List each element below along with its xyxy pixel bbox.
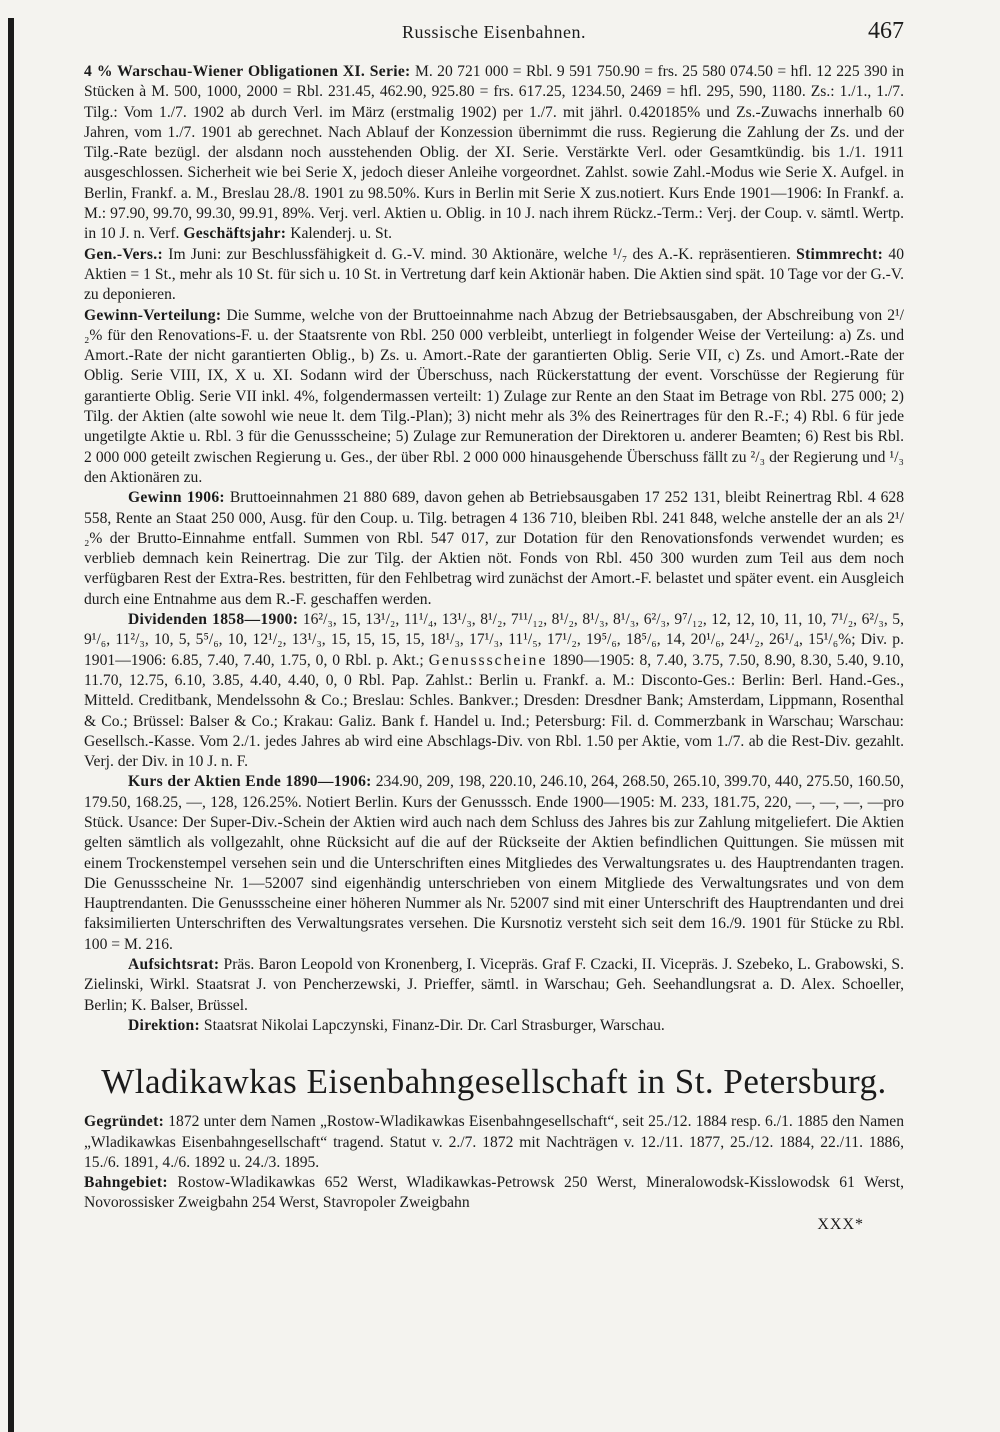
printer-signature-mark: XXX* — [817, 1215, 864, 1233]
label-direktion: Direktion: — [128, 1016, 201, 1034]
text-aufsichtsrat: Präs. Baron Leopold von Kronenberg, I. Vicepräs. Graf F. Czacki, II. Vicepräs. J. Szebeko, L. Grabowski, S. Zielinski, Wirkl. Staatsrat J. von Pencherzewski, J. Prieffer, sämtl. in Warschau; Geh. Seehandlungsrat a. D. Alex. Schoeller, Berlin; K. Balser, Brüssel. — [84, 956, 904, 1014]
label-bahngebiet: Bahngebiet: — [84, 1174, 168, 1192]
text-gen-vers: Im Juni: zur Beschlussfähigkeit d. G.-V. mind. 30 Aktionäre, welche ¹/₇ des A.-K. repräsentieren. — [162, 245, 797, 263]
text-kurs-aktien: 234.90, 209, 198, 220.10, 246.10, 264, 268.50, 265.10, 399.70, 440, 275.50, 160.50, 179.50, 168.25, —, 128, 126.25%. Notiert Berlin. Kurs der Genusssch. Ende 1900—1905: M. 233, 181.75, 220, —, —, —, —pro Stück. Usance: Der Super-Div.-Schein der Aktien wird auch nach dem Schluss des Jahres bis zur Zahlung mitgeliefert. Die Aktien gelten sämtlich als vollgezahlt, ohne Rücksicht auf die auf der Rückseite der Aktien befindlichen Quittungen. Sie müssen mit einem Trockenstempel versehen sein und die Unterschriften eines Mitgliedes des Verwaltungsrates u. des Hauptrendanten tragen. Die Genussscheine Nr. 1—52007 sind eigenhändig unterschrieben von einem Mitgliede des Verwaltungsrates und von dem Hauptrendanten. Die Genussscheine einer höheren Nummer als Nr. 52007 sind mit einer Unterschrift des Hauptrendanten und drei faksimilierten Unterschriften des Verwaltungsrates versehen. Die Kursnotiz versteht sich seit dem 16./9. 1901 für Stücke zu Rbl. 100 = M. 216. — [84, 773, 904, 953]
text-stimmrecht: 40 Aktien = 1 St., mehr als 10 St. für sich u. 10 St. in Vertretung darf kein Aktionär haben. Die Aktien sind spät. 10 Tage vor der G.-V. zu deponieren. — [84, 245, 904, 304]
text-direktion: Staatsrat Nikolai Lapczynski, Finanz-Dir. Dr. Carl Strasburger, Warschau. — [200, 1016, 665, 1034]
label-gen-vers: Gen.-Vers.: — [84, 245, 163, 263]
text-bahngebiet: Rostow-Wladikawkas 652 Werst, Wladikawkas-Petrowsk 250 Werst, Mineralowodsk-Kisslowodsk 61 Werst, Novorossisker Zweigbahn 254 Werst, Stavropoler Zweigbahn — [84, 1174, 904, 1212]
section-warschau-wiener — [84, 62, 904, 1036]
label-kurs-aktien: Kurs der Aktien Ende 1890—1906: — [128, 773, 372, 791]
text-dividenden: 16²/₃, 15, 13¹/₂, 11¹/₄, 13¹/₃, 8¹/₂, 7¹¹/₁₂, 8¹/₂, 8¹/₃, 8¹/₃, 6²/₃, 9⁷/₁₂, 12, 12, 10, 11, 10, 7¹/₂, 6²/₃, 5, 9¹/₆, 11²/₃, 10, 5, 5⁵/₆, 10, 12¹/₂, 13¹/₃, 15, 15, 15, 15, 18¹/₃, 17¹/₃, 11¹/₅, 17¹/₂, 19⁵/₆, 18⁵/₆, 14, 20¹/₆, 24¹/₂, 26¹/₄, 15¹/₆%; Div. p. 1901—1906: 6.85, 7.40, 7.40, 1.75, 0, 0 Rbl. p. Akt.; — [84, 611, 904, 669]
paragraph-bahngebiet — [84, 1173, 904, 1214]
paragraph-obligationen — [84, 62, 904, 245]
text-geschaeftsjahr: Kalenderj. u. St. — [286, 225, 392, 243]
label-genussscheine: Genussscheine — [428, 651, 548, 669]
paragraph-gegruendet — [84, 1112, 904, 1173]
paragraph-kurs-aktien — [84, 772, 904, 955]
paragraph-gen-vers — [84, 245, 904, 306]
paragraph-aufsichtsrat — [84, 955, 904, 1016]
text-gewinn-verteilung: Die Summe, welche von der Bruttoeinnahme nach Abzug der Betriebsausgaben, der Abschreibung von 2¹/₂% für den Renovations-F. u. der Staatsrente von Rbl. 250 000 verbleibt, unterliegt in folgender Weise der Verteilung: a) Zs. und Amort.-Rate der nicht garantierten Oblig., b) Zs. u. Amort.-Rate der garantierten Oblig. Serie VII, c) Zs. und Amort.-Rate der Oblig. Serie VIII, IX, X u. XI. Sodann wird der Überschuss, nach Rückerstattung der event. Vorschüsse der Regierung für garantierte Oblig. Serie VII inkl. 4%, folgendermassen verteilt: 1) Zulage zur Rente an den Staat im Betrage von Rbl. 275 000; 2) Tilg. der Aktien (alte sowohl wie neue lt. dem Tilg.-Plan); 3) nicht mehr als 3% des Reinertrages für den R.-F.; 4) Rbl. 6 für jede ungetilgte Aktie u. Rbl. 3 für die Genussscheine; 5) Zulage zur Remuneration der Direktoren u. anderer Beamten; 6) Rest bis Rbl. 2 000 000 geteilt zwischen Regierung u. Ges., der über Rbl. 2 000 000 hinausgehende Überschuss fällt zu ²/₃ der Regierung und ¹/₃ den Aktionären zu. — [84, 306, 904, 486]
text-genussscheine: 1890—1905: 8, 7.40, 3.75, 7.50, 8.90, 8.30, 5.40, 9.10, 11.70, 12.75, 6.10, 3.85, 4.40, 4.40, 0, 0 Rbl. Pap. Zahlst.: Berlin u. Frankf. a. M.: Disconto-Ges.: Berlin: Berl. Hand.-Ges., Mitteld. Creditbank, Mendelssohn & Co.; Breslau: Schles. Bankver.; Dresden: Dresdner Bank; Amsterdam, Lippmann, Rosenthal & Co.; Brüssel: Balser & Co.; Krakau: Galiz. Bank f. Handel u. Ind.; Petersburg: Fil. d. Commerzbank in Warschau; Warschau: Gesellsch.-Kasse. Vom 2./1. jedes Jahres ab wird eine Abschlags-Div. von Rbl. 1.50 per Aktie, vom 1./7. ab die Rest-Div. gezahlt. Verj. der Div. in 10 J. n. F. — [84, 651, 904, 771]
label-aufsichtsrat: Aufsichtsrat: — [128, 956, 220, 974]
page-number: 467 — [868, 18, 904, 44]
label-gewinn-verteilung: Gewinn-Verteilung: — [84, 306, 222, 324]
label-geschaeftsjahr: Geschäftsjahr: — [183, 225, 287, 243]
page-edge-rule — [8, 18, 14, 1432]
label-obligationen: 4 % Warschau-Wiener Obligationen XI. Serie: — [84, 63, 411, 80]
label-dividenden: Dividenden 1858—1900: — [128, 611, 299, 629]
text-gegruendet: 1872 unter dem Namen „Rostow-Wladikawkas Eisenbahngesellschaft“, seit 25./12. 1884 resp. 6./1. 1885 den Namen „Wladikawkas Eisenbahngesellschaft“ tragend. Statut v. 2./7. 1872 mit Nachträgen v. 12./11. 1877, 25./12. 1884, 22./11. 1886, 15./6. 1891, 4./6. 1892 u. 24./3. 1895. — [84, 1113, 904, 1171]
label-gewinn-1906: Gewinn 1906: — [128, 489, 225, 507]
paragraph-dividenden — [84, 610, 904, 772]
running-head: Russische Eisenbahnen. — [402, 22, 586, 42]
document-page — [0, 18, 1000, 1432]
label-gegruendet: Gegründet: — [84, 1113, 165, 1131]
text-obligationen: M. 20 721 000 = Rbl. 9 591 750.90 = frs. 25 580 074.50 = hfl. 12 225 390 in Stücken à M. 500, 1000, 2000 = Rbl. 231.45, 462.90, 925.80 = frs. 617.25, 1234.50, 2469 = hfl. 295, 590, 1180. Zs.: 1./1., 1./7. Tilg.: Vom 1./7. 1902 ab durch Verl. im März (erstmalig 1902) per 1./7. mit jährl. 0.420185% und Zs.-Zuwachs innerhalb 60 Jahren, vom 1./7. 1901 ab gerechnet. Nach Ablauf der Konzession übernimmt die russ. Regierung die Zahlung der Zs. und der Tilg.-Rate bezügl. der alsdann noch ausstehenden Oblig. der XI. Serie. Verstärkte Verl. oder Gesamtkündig. bis 1./1. 1911 ausgeschlossen. Sicherheit wie bei Serie X, jedoch dieser Anleihe vorgeordnet. Zahlst. sowie Zahl.-Modus wie Serie X. Aufgel. in Berlin, Frankf. a. M., Breslau 28./8. 1901 zu 98.50%. Kurs in Berlin mit Serie X zus.notiert. Kurs Ende 1901—1906: In Frankf. a. M.: 97.90, 99.70, 99.30, 99.91, 89%. Verj. verl. Aktien u. Oblig. in 10 J. nach ihrem Rückz.-Term.: Verj. der Coup. v. sämtl. Wertp. in 10 J. n. Verf. — [84, 63, 904, 243]
label-stimmrecht: Stimmrecht: — [796, 245, 884, 263]
paragraph-gewinn-verteilung — [84, 306, 904, 489]
paragraph-gewinn-1906 — [84, 488, 904, 610]
section-title-wladikawkas: Wladikawkas Eisenbahngesellschaft in St. Petersburg. — [101, 1062, 887, 1102]
section-wladikawkas — [84, 1112, 904, 1213]
text-gewinn-1906: Bruttoeinnahmen 21 880 689, davon gehen ab Betriebsausgaben 17 252 131, bleibt Reinertrag Rbl. 4 628 558, Rente an Staat 250 000, Ausg. für den Coup. u. Tilg. betragen 4 136 710, bleiben Rbl. 241 848, welche anstelle der an als 2¹/₂% der Brutto-Einnahme entfall. Summen von Rbl. 547 017, zur Dotation für den Renovationsfonds verwendet wurden; es verblieb demnach kein Reinertrag. Die zur Tilg. der Aktien nöt. Fonds von Rbl. 450 300 wurden zum Teil aus dem noch verfügbaren Rest der Extra-Res. bestritten, für den Fehlbetrag wird zunächst der Amort.-F. belastet und später event. ein Ausgleich durch eine Entnahme aus dem R.-F. geschaffen werden. — [84, 489, 905, 608]
paragraph-direktion — [84, 1016, 904, 1036]
page-header — [84, 18, 904, 62]
